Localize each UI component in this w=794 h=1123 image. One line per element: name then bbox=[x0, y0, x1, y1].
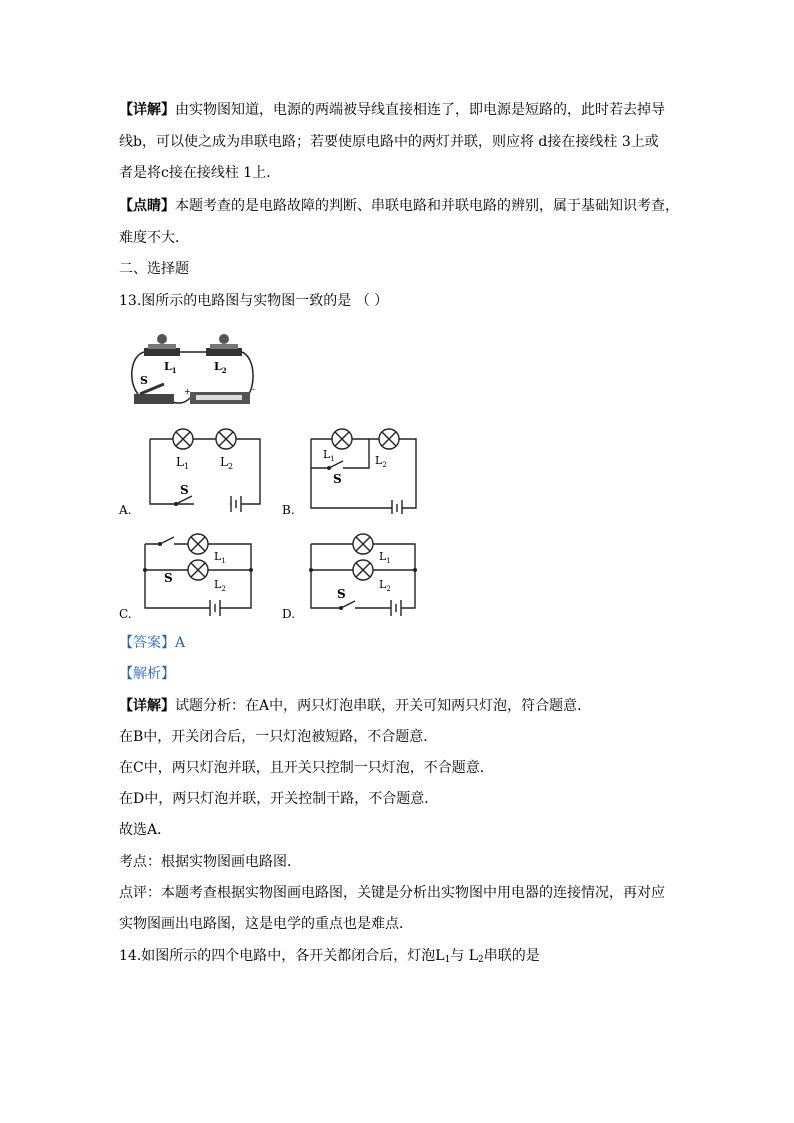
photo-l2-label: $L_2$ bbox=[214, 360, 227, 375]
comment-text: 本题考查的是电路故障的判断、串联电路和并联电路的辨别，属于基础知识考查， bbox=[175, 198, 679, 214]
d-s: S bbox=[337, 587, 346, 601]
physical-circuit-photo bbox=[126, 332, 262, 412]
comment-bracket: 【点睛】 bbox=[119, 198, 175, 214]
photo-s-label: S bbox=[140, 374, 148, 387]
photo-l1-label: $L_1$ bbox=[164, 360, 177, 375]
analysis-line-2: 在B中，开关闭合后，一只灯泡被短路，不合题意． bbox=[119, 729, 438, 745]
answer-label: 【答案】 bbox=[119, 635, 175, 651]
d-l1: $L_1$ bbox=[379, 550, 391, 565]
answer-value: A bbox=[175, 635, 186, 651]
option-b-label: B. bbox=[282, 503, 295, 517]
a-l2: $L_2$ bbox=[220, 455, 234, 471]
q14-sub1: 1 bbox=[444, 955, 451, 965]
option-a-label: A. bbox=[119, 503, 132, 517]
photo-plus: + bbox=[184, 387, 191, 396]
option-c-diagram bbox=[140, 530, 260, 616]
question-14 bbox=[119, 946, 540, 970]
b-l1: $L_1$ bbox=[323, 448, 335, 463]
a-s: S bbox=[180, 483, 189, 497]
paragraph-comment-line-1 bbox=[119, 196, 679, 216]
analysis-heading: 【解析】 bbox=[119, 666, 175, 682]
paragraph-detail-line-2: 线b，可以使之成为串联电路；若要使原电路中的两灯并联，则应将 d接在接线柱 3上或 bbox=[119, 134, 659, 150]
q14-sub2: 2 bbox=[478, 955, 484, 965]
analysis-topic: 考点：根据实物图画电路图． bbox=[119, 854, 301, 870]
option-d-label: D. bbox=[282, 607, 296, 621]
photo-minus: - bbox=[252, 385, 256, 395]
option-a-diagram bbox=[140, 424, 270, 512]
paragraph-comment-line-2: 难度不大． bbox=[119, 230, 189, 246]
detail-bracket: 【详解】 bbox=[119, 102, 175, 118]
detail-text: 由实物图知道，电源的两端被导线直接相连了，即电源是短路的，此时若去掉导 bbox=[175, 102, 665, 118]
analysis-line-4: 在D中，两只灯泡并联，开关控制干路，不合题意． bbox=[119, 791, 439, 807]
option-c-label: C. bbox=[119, 607, 132, 621]
a-l1: $L_1$ bbox=[176, 455, 190, 471]
paragraph-detail-line-3: 者是将c接在接线柱 1上． bbox=[119, 165, 281, 181]
analysis-comment-2: 实物图画出电路图，这是电学的重点也是难点． bbox=[119, 916, 413, 932]
analysis-comment-1: 点评：本题考查根据实物图画电路图，关键是分析出实物图中用电器的连接情况，再对应 bbox=[119, 885, 665, 901]
analysis-line-5: 故选A． bbox=[119, 822, 172, 838]
question-13: 13.图所示的电路图与实物图一致的是 （ ） bbox=[119, 293, 389, 309]
analysis-detail-bracket: 【详解】 bbox=[119, 698, 175, 714]
d-l2: $L_2$ bbox=[379, 578, 391, 593]
option-b-diagram bbox=[303, 424, 423, 514]
paragraph-detail-line-1 bbox=[119, 100, 665, 120]
analysis-detail-text: 试题分析：在A中，两只灯泡串联，开关可知两只灯泡，符合题意． bbox=[175, 698, 592, 714]
section-heading: 二、选择题 bbox=[119, 261, 189, 277]
b-s: S bbox=[333, 472, 342, 486]
q14-pre: 14.如图所示的四个电路中，各开关都闭合后，灯泡L bbox=[119, 948, 445, 964]
c-l2: $L_2$ bbox=[214, 578, 226, 593]
c-s: S bbox=[164, 571, 173, 585]
b-l2: $L_2$ bbox=[375, 454, 387, 469]
q14-post: 串联的是 bbox=[483, 948, 540, 964]
q14-mid: 与 L bbox=[450, 948, 479, 964]
option-d-diagram bbox=[303, 530, 423, 616]
c-l1: $L_1$ bbox=[214, 550, 226, 565]
analysis-line-3: 在C中，两只灯泡并联，且开关只控制一只灯泡，不合题意． bbox=[119, 760, 494, 776]
answer-line bbox=[119, 633, 185, 653]
analysis-line-1 bbox=[119, 696, 591, 716]
